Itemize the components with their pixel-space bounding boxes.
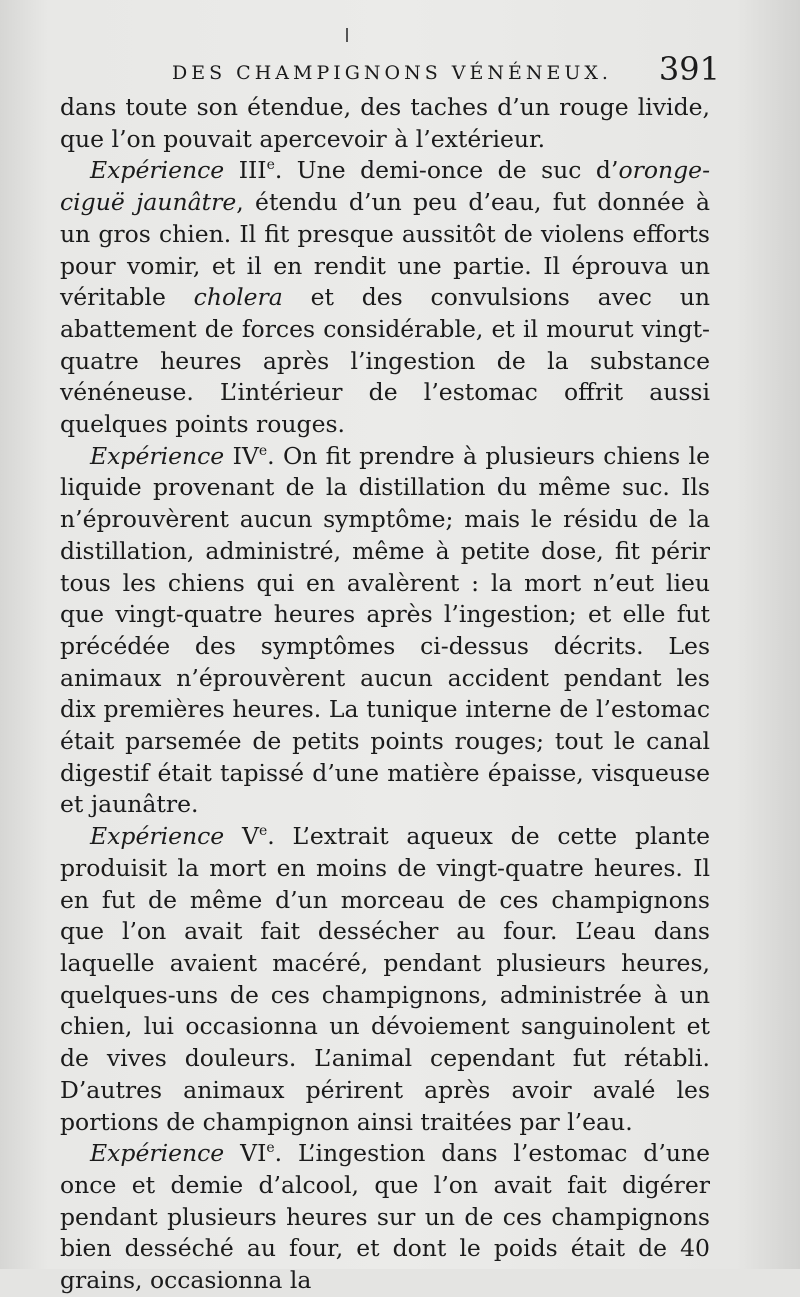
paragraph	[60, 441, 710, 821]
page-number: 391	[658, 50, 720, 88]
text-run: , étendu d’un peu d’eau, fut donnée à un gros chien. Il fit presque aussitôt de violens efforts pour vomir, et il en rendit une partie. Il éprouva un véritable	[60, 188, 710, 312]
ordinal-superscript: e	[266, 157, 275, 174]
ordinal-superscript: e	[258, 823, 268, 840]
text-run: . On fit prendre à plusieurs chiens le liquide provenant de la distillation du même suc. Ils n’éprouvèrent aucun symptôme; mais le résidu de la distillation, administré, même à petite dose, fit périr tous les chiens qui en avalèrent : la mort n’eut lieu que vingt-quatre heures après l’ingestion; et elle fut précédée des symptômes ci-dessus décrits. Les animaux n’éprouvèrent aucun accident pendant les dix premières heures. La tunique interne de l’estomac était parsemée de petits points rouges; tout le canal digestif était tapissé d’une matière épaisse, visqueuse et jaunâtre.	[60, 441, 710, 819]
running-head: DES CHAMPIGNONS VÉNÉNEUX.	[172, 62, 612, 84]
text-run: III	[224, 156, 267, 185]
body-text	[60, 92, 710, 1297]
page-header	[60, 50, 720, 94]
text-run: . Une demi-once de suc d’	[274, 156, 619, 185]
paragraph	[60, 92, 710, 155]
text-run: IV	[224, 441, 259, 470]
paragraph	[60, 1138, 710, 1297]
text-run: V	[224, 822, 259, 851]
paragraph	[60, 821, 710, 1138]
paragraph	[60, 155, 710, 440]
italic-text: Expérience	[90, 441, 225, 470]
italic-text: Expérience	[90, 156, 225, 185]
italic-text: oronge-ciguë jaunâtre	[60, 156, 711, 217]
italic-text: Expérience	[90, 822, 225, 851]
gutter-mark	[346, 28, 348, 42]
text-run: VI	[224, 1139, 267, 1168]
ordinal-superscript: e	[266, 1140, 275, 1157]
text-run: dans toute son étendue, des taches d’un rouge livide, que l’on pouvait apercevoir à l’extérieur.	[60, 93, 710, 153]
ordinal-superscript: e	[258, 442, 268, 459]
italic-text: cholera	[193, 283, 283, 312]
italic-text: Expérience	[90, 1139, 225, 1168]
text-run: . L’extrait aqueux de cette plante produisit la mort en moins de vingt-quatre heures. Il en fut de même d’un morceau de ces champignons que l’on avait fait dessécher au four. L’eau dans laquelle avaient macéré, pendant plusieurs heures, quelques-uns de ces champignons, administrée à un chien, lui occasionna un dévoiement sanguinolent et de vives douleurs. L’animal cependant fut rétabli. D’autres animaux périrent après avoir avalé les portions de champignon ainsi traitées par l’eau.	[60, 822, 710, 1136]
text-run: et des convulsions avec un abattement de forces considérable, et il mourut vingt-quatre heures après l’ingestion de la substance vénéneuse. L’intérieur de l’estomac offrit aussi quelques points rouges.	[60, 283, 710, 439]
text-run: . L’ingestion dans l’estomac d’une once et demie d’alcool, que l’on avait fait digérer pendant plusieurs heures sur un de ces champignons bien desséché au four, et dont le poids était de 40 grains, occasionna la	[60, 1139, 710, 1295]
